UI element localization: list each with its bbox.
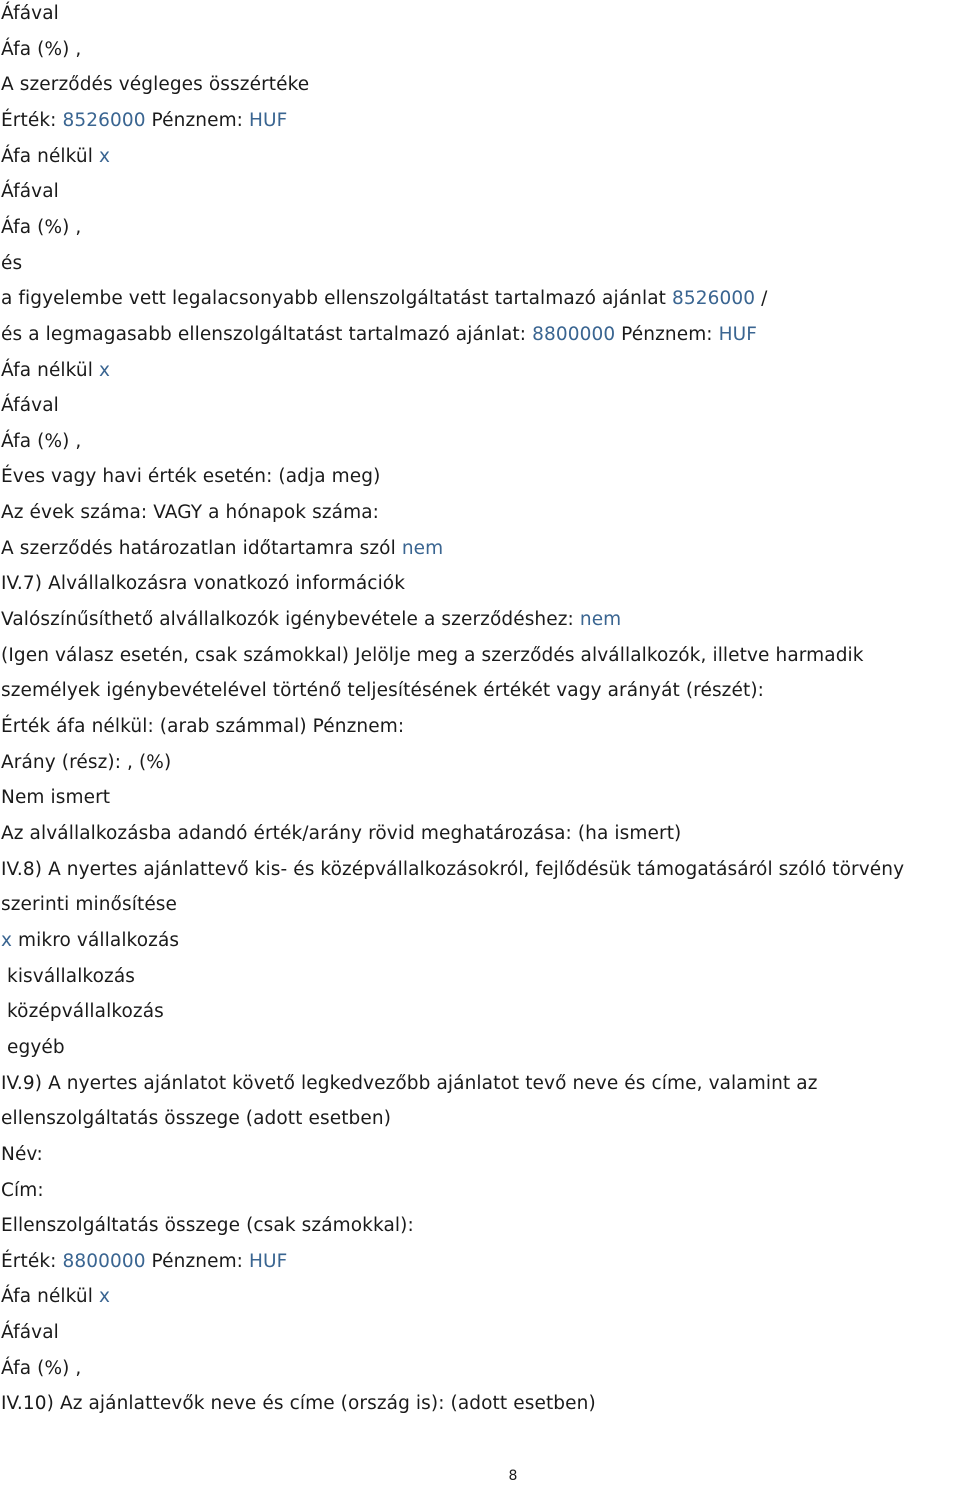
field-value: x [1, 929, 13, 951]
line-text: Nem ismert [1, 787, 111, 809]
document-line [1, 36, 81, 64]
line-text: Arány (rész): , (%) [1, 751, 172, 773]
line-text: kisvállalkozás [7, 965, 135, 987]
document-line [1, 463, 380, 491]
line-text: IV.10) Az ajánlattevők neve és címe (ország is): (adott esetben) [1, 1393, 596, 1415]
document-line [1, 1070, 818, 1098]
line-text: / [755, 288, 768, 310]
line-text: és a legmagasabb ellenszolgáltatást tartalmazó ajánlat: [1, 323, 533, 345]
line-text: Érték: [1, 1250, 63, 1272]
field-value: nem [579, 609, 622, 630]
field-value: HUF [249, 109, 288, 131]
field-value: x [98, 1286, 111, 1308]
line-text: személyek igénybevételével történő teljesítésének értékét vagy arányát (részét): [1, 680, 764, 702]
line-text: középvállalkozás [7, 1001, 164, 1023]
document-line [1, 784, 110, 812]
line-text: Érték áfa nélkül: (arab számmal) Pénznem: [1, 716, 405, 737]
field-value: HUF [718, 323, 758, 345]
field-value: 8800000 [62, 1250, 146, 1272]
document-line [1, 642, 864, 670]
line-text: Áfa (%) , [1, 38, 82, 60]
document-line [1, 535, 443, 563]
line-text: Pénznem: [145, 1250, 249, 1272]
line-text: Áfával [1, 181, 59, 203]
line-text: Áfa nélkül [1, 1286, 99, 1308]
line-text: IV.8) A nyertes ajánlattevő kis- és középvállalkozásokról, fejlődésük támogatásáról szóló törvény [1, 858, 905, 880]
document-line [1, 1319, 59, 1347]
document-line [1, 570, 405, 598]
line-text: Áfa nélkül [1, 359, 99, 381]
line-text: Áfával [1, 395, 59, 417]
field-value: x [98, 145, 111, 167]
document-line [1, 927, 179, 955]
document-line [1, 1390, 596, 1418]
line-text: mikro vállalkozás [12, 929, 180, 951]
document-line [1, 1105, 391, 1133]
line-text: A szerződés végleges összértéke [1, 74, 310, 96]
field-value: 8800000 [532, 323, 616, 345]
document-line [1, 1355, 81, 1383]
field-value: 8526000 [672, 288, 756, 310]
document-line [1, 357, 110, 385]
page-number: 8 [508, 1468, 518, 1484]
document-line [1, 499, 379, 527]
document-line [1, 321, 757, 349]
line-text: ellenszolgáltatás összege (adott esetben) [1, 1108, 392, 1130]
document-line [1, 250, 22, 278]
document-line [1, 606, 621, 634]
document-line [1, 749, 171, 777]
document-line [1, 71, 309, 99]
document-line [7, 1034, 65, 1062]
document-line [1, 1283, 110, 1311]
line-text: Áfa nélkül [1, 145, 99, 167]
line-text: (Igen válasz esetén, csak számokkal) Jelölje meg a szerződés alvállalkozók, illetve harmadik [1, 644, 864, 666]
document-line [7, 963, 135, 991]
document-line [1, 1141, 43, 1169]
document-line [1, 677, 764, 705]
document-line [1, 891, 177, 919]
line-text: Áfával [1, 1322, 59, 1343]
document-line [1, 428, 81, 456]
line-text: Valószínűsíthető alvállalkozók igénybevétele a szerződéshez: [1, 609, 580, 630]
line-text: Áfa (%) , [1, 430, 82, 452]
field-value: nem [401, 537, 444, 559]
line-text: Pénznem: [145, 109, 249, 131]
line-text: a figyelembe vett legalacsonyabb ellenszolgáltatást tartalmazó ajánlat [1, 288, 672, 310]
document-line [1, 713, 404, 741]
field-value: 8526000 [62, 109, 146, 131]
line-text: Ellenszolgáltatás összege (csak számokkal): [1, 1215, 414, 1237]
line-text: Név: [1, 1143, 43, 1165]
line-text: Áfával [1, 3, 59, 24]
line-text: IV.9) A nyertes ajánlatot követő legkedvezőbb ajánlatot tevő neve és címe, valamint az [1, 1072, 818, 1094]
document-line [1, 1248, 287, 1276]
document-line [1, 107, 287, 135]
field-value: HUF [249, 1250, 288, 1272]
document-line [7, 998, 164, 1026]
document-line [1, 392, 59, 420]
line-text: Áfa (%) , [1, 216, 82, 238]
document-line [1, 820, 681, 848]
line-text: Áfa (%) , [1, 1357, 82, 1379]
line-text: A szerződés határozatlan időtartamra szól [1, 537, 402, 559]
document-line [1, 285, 767, 313]
line-text: Cím: [1, 1179, 44, 1201]
line-text: Pénznem: [615, 323, 719, 345]
line-text: és [1, 252, 23, 274]
document-line [1, 0, 59, 28]
line-text: Éves vagy havi érték esetén: (adja meg) [1, 466, 381, 488]
line-text: Érték: [1, 109, 63, 131]
line-text: IV.7) Alvállalkozásra vonatkozó információk [1, 573, 406, 595]
document-line [1, 856, 904, 884]
line-text: egyéb [7, 1036, 65, 1058]
document-line [1, 178, 59, 206]
line-text: szerinti minősítése [1, 894, 178, 916]
line-text: Az alvállalkozásba adandó érték/arány rövid meghatározása: (ha ismert) [1, 822, 682, 844]
document-line [1, 1212, 414, 1240]
document-line [1, 214, 81, 242]
document-line [1, 1177, 44, 1205]
document-line [1, 143, 110, 171]
line-text: Az évek száma: VAGY a hónapok száma: [1, 502, 379, 524]
field-value: x [98, 359, 111, 381]
